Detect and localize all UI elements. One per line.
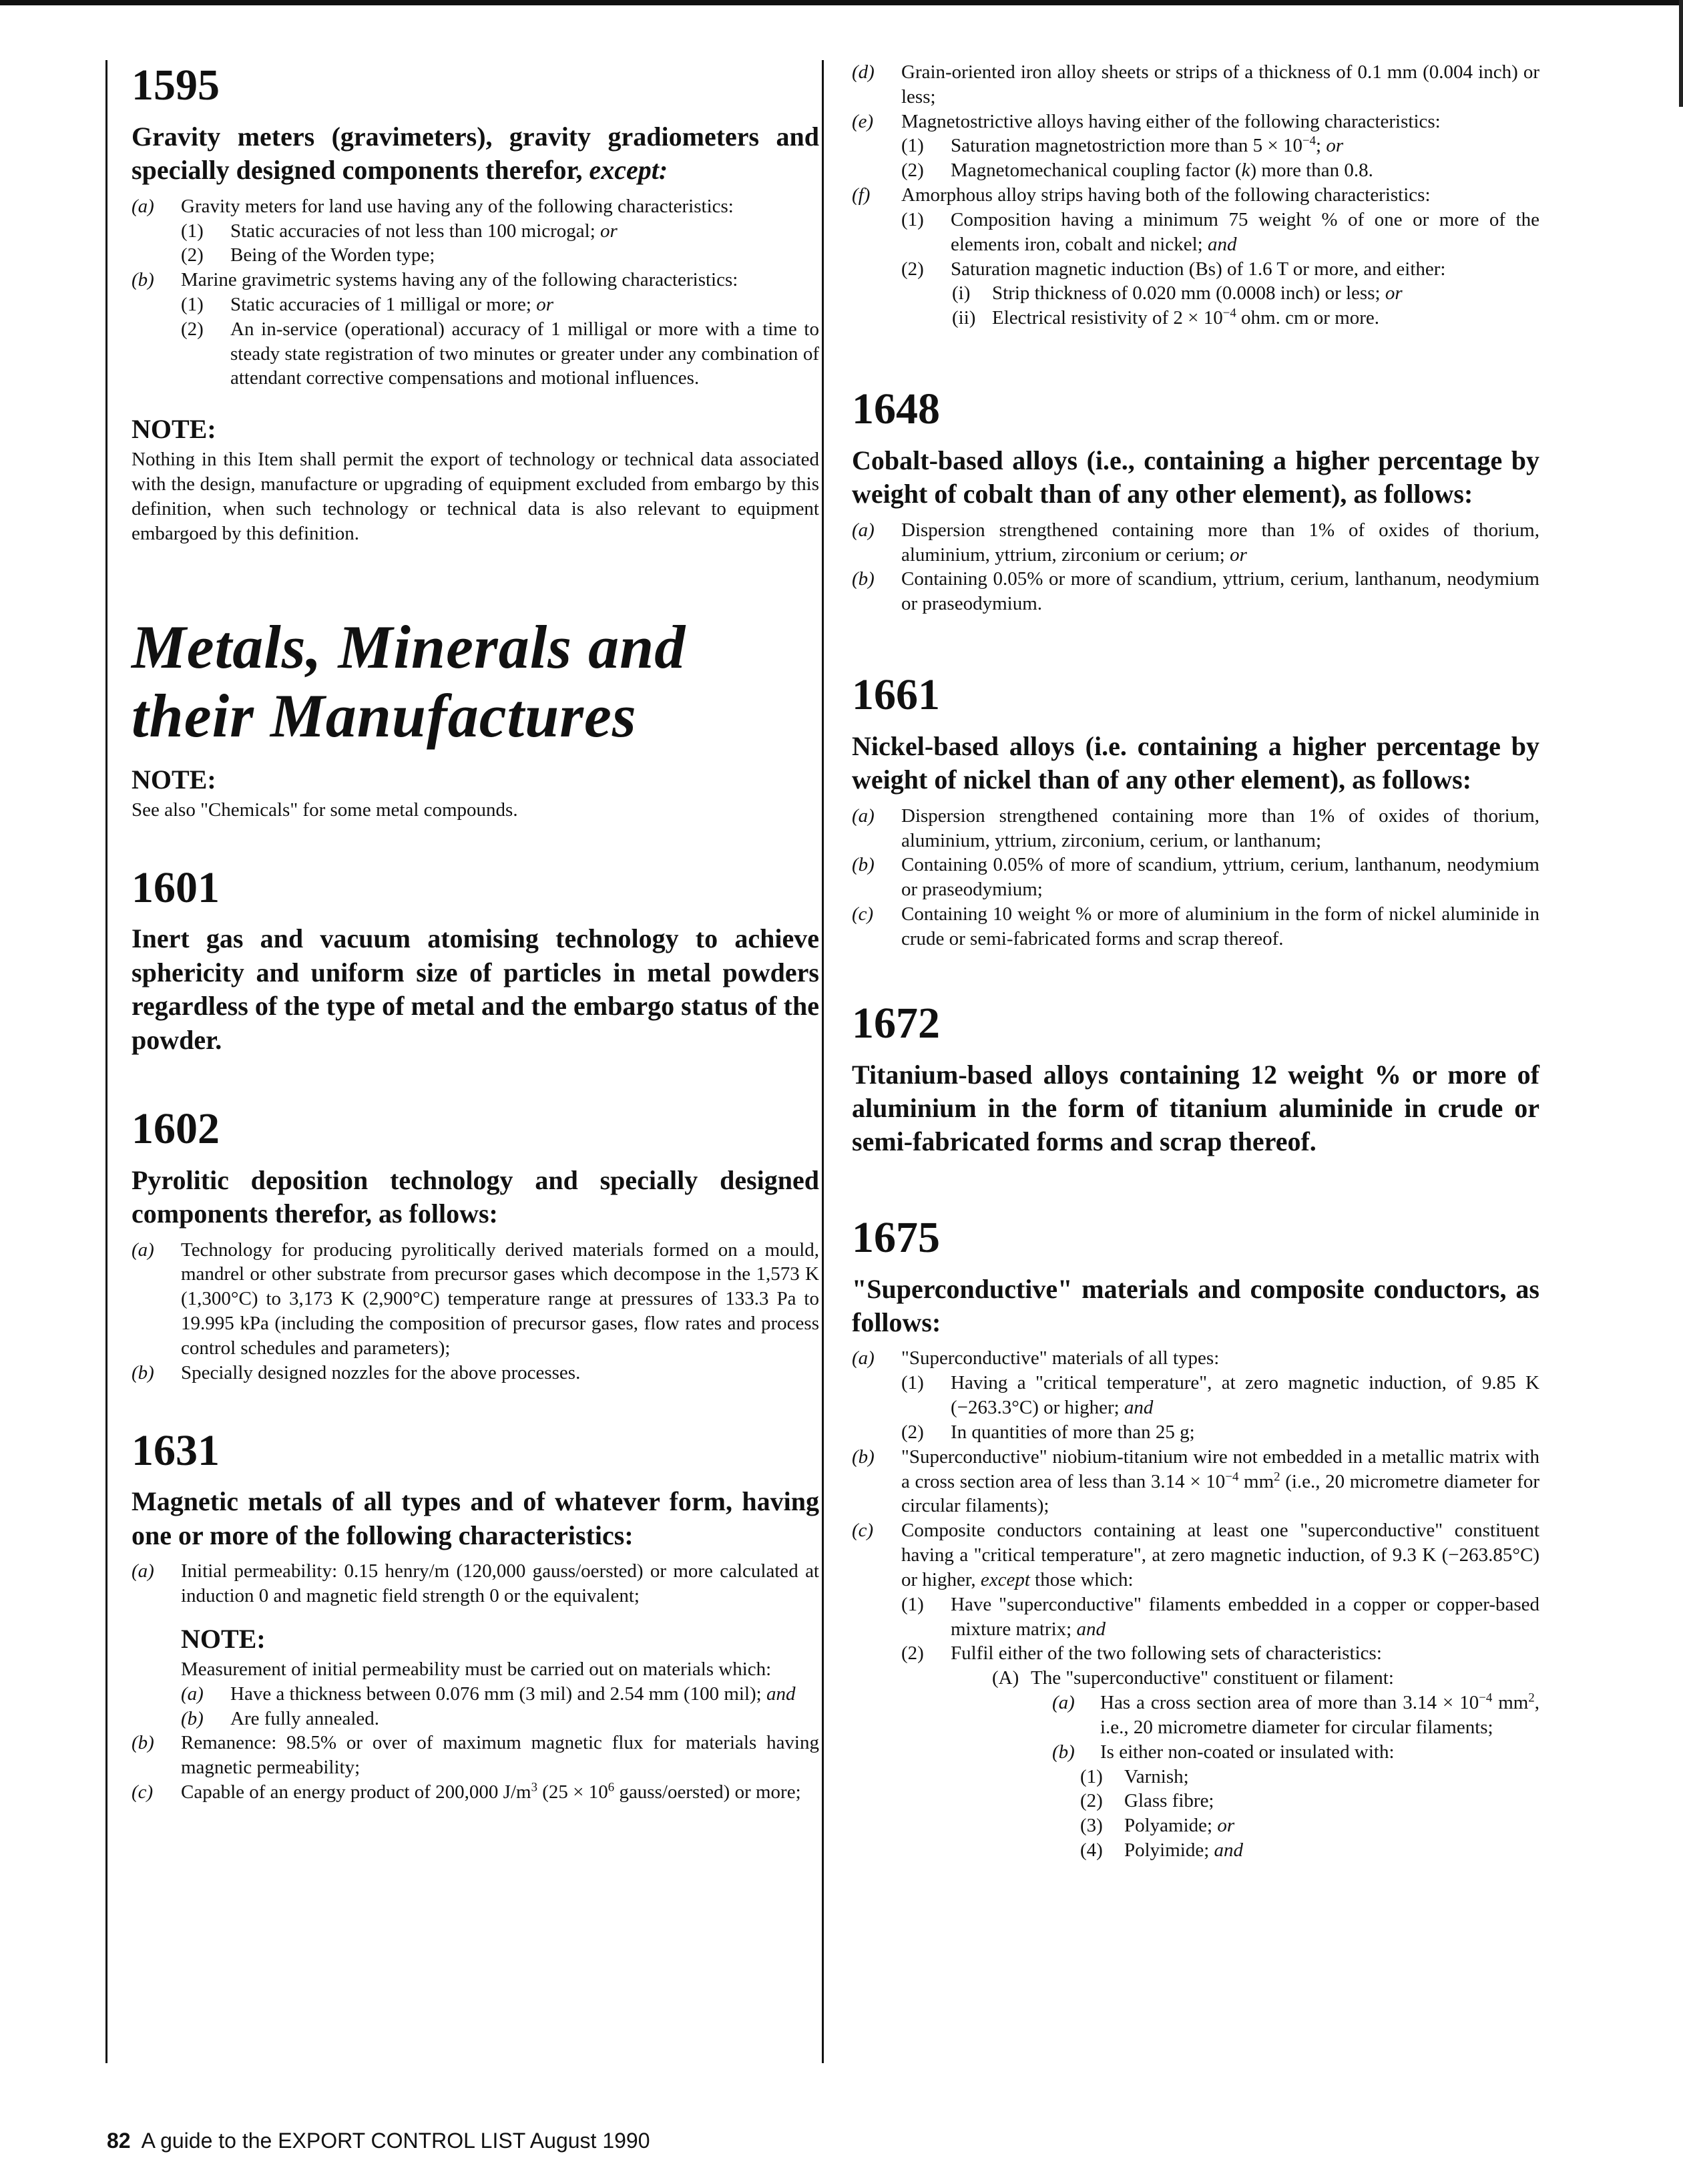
list-item: (1) Having a "critical temperature", at zero magnetic induction, of 9.85 K (−263.3°C) or higher; and [901, 1372, 1539, 1419]
item-1602-list [132, 1238, 819, 1385]
list-item: (a) Have a thickness between 0.076 mm (3 mil) and 2.54 mm (100 mil); and [181, 1683, 796, 1705]
list-item: (b) Specially designed nozzles for the above processes. [132, 1361, 581, 1383]
list-item: (e) Magnetostrictive alloys having either of the following characteristics: [852, 110, 1441, 132]
list-item: (b) Is either non-coated or insulated with: [1052, 1741, 1395, 1763]
list-item: (1) Static accuracies of 1 milligal or more; or [181, 293, 553, 315]
item-heading-1631: Magnetic metals of all types and of whatever form, having one or more of the following characteristics: [132, 1486, 819, 1550]
list-item: (c) Containing 10 weight % or more of aluminium in the form of nickel aluminide in crude or semi-fabricated forms and scrap thereof. [852, 903, 1539, 949]
list-item: (a) Dispersion strengthened containing more than 1% of oxides of thorium, aluminium, yttrium, zirconium or cerium; or [852, 519, 1539, 566]
list-item: (2) Saturation magnetic induction (Bs) of 1.6 T or more, and either: [901, 258, 1446, 280]
list-item: (b) "Superconductive" niobium-titanium wire not embedded in a metallic matrix with a cross section area of less than $3.14 \times 10^{-4}$ $mm^2$ (i.e., 20 micrometre diameter for circular filaments); [852, 1446, 1539, 1517]
item-heading-1602: Pyrolitic deposition technology and specially designed components therefor, as follows: [132, 1164, 819, 1229]
list-item: (a) Gravity meters for land use having any of the following characteristics: [132, 195, 734, 217]
list-item: (ii) Electrical resistivity of $2 \times 10^{-4}$ ohm. cm or more. [952, 306, 1380, 329]
item-heading-1661: Nickel-based alloys (i.e. containing a higher percentage by weight of nickel than of any other element), as follows: [852, 730, 1539, 795]
list-item: (1) Saturation magnetostriction more than $5 \times 10^{-4}$; or [901, 134, 1344, 157]
list-item: (2) In quantities of more than 25 g; [901, 1421, 1195, 1443]
footer-text: A guide to the EXPORT CONTROL LIST August 1990 [141, 2129, 650, 2153]
page-number: 82 [107, 2129, 131, 2153]
item-1595-list [132, 194, 819, 391]
list-item: (2) Fulfil either of the two following sets of characteristics: [901, 1643, 1382, 1665]
list-item: (3) Polyamide; or [1080, 1815, 1235, 1837]
item-number-1661: 1661 [852, 670, 940, 720]
page-footer [107, 2129, 650, 2153]
list-item: (1) Have "superconductive" filaments embedded in a copper or copper-based mixture matrix; and [901, 1593, 1539, 1640]
item-1631-list [132, 1559, 819, 1805]
item-heading-1595: Gravity meters (gravimeters), gravity gradiometers and specially designed components therefor, except: [132, 121, 819, 186]
note-text: Nothing in this Item shall permit the export of technology or technical data associated with the design, manufacture or upgrading of equipment excluded from embargo by this definition, when such technology or technical data is also relevant to equipment embargoed by this definition. [132, 449, 819, 544]
list-item: (a) "Superconductive" materials of all types: [852, 1347, 1220, 1369]
list-item: (1) Static accuracies of not less than 100 microgal; or [181, 220, 618, 242]
list-item: (d) Grain-oriented iron alloy sheets or strips of a thickness of 0.1 mm (0.004 inch) or less; [852, 61, 1539, 107]
item-number-1601: 1601 [132, 863, 220, 912]
item-number-1672: 1672 [852, 998, 940, 1048]
item-heading-1601: Inert gas and vacuum atomising technology to achieve sphericity and uniform size of particles in metal powders regardless of the type of metal and the embargo status of the powder. [132, 923, 819, 1055]
item-1631-continued-list [852, 60, 1539, 331]
item-number-1648: 1648 [852, 385, 940, 434]
note-heading: NOTE: [132, 414, 216, 445]
list-item: (2) Glass fibre; [1080, 1790, 1214, 1812]
item-1661-list [852, 804, 1539, 951]
section-note-text: See also "Chemicals" for some metal compounds. [132, 799, 518, 821]
list-item: (a) Initial permeability: 0.15 henry/m (120,000 gauss/oersted) or more calculated at induction 0 and magnetic field strength 0 or the equivalent; [132, 1560, 819, 1607]
list-item: (a) Dispersion strengthened containing more than 1% of oxides of thorium, aluminium, yttrium, zirconium, cerium, or lanthanum; [852, 805, 1539, 851]
item-heading-1675: "Superconductive" materials and composite conductors, as follows: [852, 1273, 1539, 1338]
section-note-heading: NOTE: [132, 764, 216, 795]
item-number-1675: 1675 [852, 1213, 940, 1262]
list-item: (a) Technology for producing pyrolitically derived materials formed on a mould, mandrel or other substrate from precursor gases which decompose in the 1,573 K (1,300°C) to 3,173 K (2,900°C) temperature range at pressures of 133.3 Pa to 19.995 kPa (including the composition of precursor gases, flow rates and process control schedules and parameters); [132, 1239, 819, 1359]
item-number-1602: 1602 [132, 1104, 220, 1153]
item-heading-1672: Titanium-based alloys containing 12 weight % or more of aluminium in the form of titanium aluminide in crude or semi-fabricated forms and scrap thereof. [852, 1059, 1539, 1157]
item-1648-list [852, 518, 1539, 616]
list-item: (b) Marine gravimetric systems having any of the following characteristics: [132, 269, 738, 291]
list-item: (b) Containing 0.05% of more of scandium, yttrium, cerium, lanthanum, neodymium or praseodymium; [852, 854, 1539, 901]
list-item: (b) Containing 0.05% or more of scandium, yttrium, cerium, lanthanum, neodymium or praseodymium. [852, 568, 1539, 615]
list-item: (A) The "superconductive" constituent or filament: [992, 1667, 1394, 1689]
item-number-1631: 1631 [132, 1426, 220, 1475]
list-item: (a) Has a cross section area of more than $3.14 \times 10^{-4}$ $mm^2$, i.e., 20 micrometre diameter for circular filaments; [1052, 1691, 1539, 1738]
list-item: (2) Magnetomechanical coupling factor (k) more than 0.8. [901, 160, 1373, 182]
section-title [132, 613, 819, 750]
note-text: Measurement of initial permeability must be carried out on materials which: [181, 1658, 772, 1680]
page-top-rule [0, 0, 1683, 5]
scan-edge-mark [1679, 0, 1683, 107]
list-item: (1) Varnish; [1080, 1765, 1189, 1787]
right-column [822, 60, 1539, 2063]
note-heading: NOTE: [181, 1623, 266, 1654]
left-column [105, 60, 819, 2063]
item-number-1595: 1595 [132, 61, 220, 110]
list-item: (b) Remanence: 98.5% or over of maximum magnetic flux for materials having magnetic permeability; [132, 1732, 819, 1779]
list-item: (1) Composition having a minimum 75 weight % of one or more of the elements iron, cobalt and nickel; and [901, 208, 1539, 255]
list-item: (c) Composite conductors containing at least one "superconductive" constituent having a "critical temperature", at zero magnetic induction, of 9.3 K (−263.85°C) or higher, except those which: [852, 1520, 1539, 1590]
section-title-line: their Manufactures [132, 681, 637, 750]
list-item: (c) Capable of an energy product of 200,000 $J/m^3$ ($25 \times 10^6$ gauss/oersted) or more; [132, 1780, 801, 1803]
list-item: (2) An in-service (operational) accuracy of 1 milligal or more with a time to steady state registration of two minutes or greater under any combination of attendant corrective compensations and motional influences. [181, 318, 819, 389]
list-item: (2) Being of the Worden type; [181, 244, 435, 266]
inner-note [132, 1623, 819, 1731]
item-heading-1648: Cobalt-based alloys (i.e., containing a higher percentage by weight of cobalt than of any other element), as follows: [852, 445, 1539, 509]
list-item: (i) Strip thickness of 0.020 mm (0.0008 inch) or less; or [952, 282, 1403, 304]
list-item: (f) Amorphous alloy strips having both of the following characteristics: [852, 184, 1431, 206]
list-item: (4) Polyimide; and [1080, 1839, 1244, 1862]
section-title-line: Metals, Minerals and [132, 612, 686, 681]
item-1675-list [852, 1346, 1539, 1862]
list-item: (b) Are fully annealed. [181, 1707, 380, 1729]
